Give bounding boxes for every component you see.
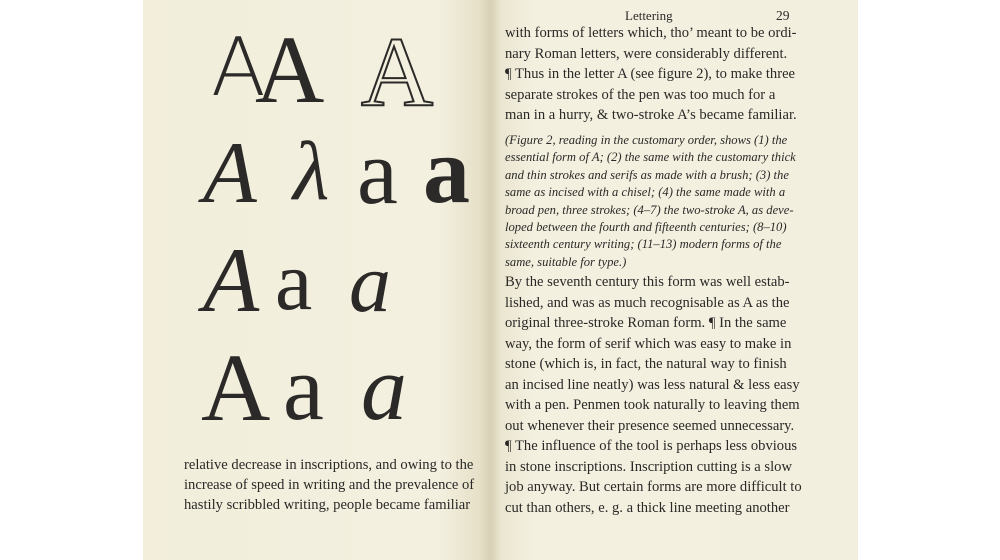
text-line: with forms of letters which, tho’ meant to be ordi- xyxy=(505,25,797,41)
letterform-6: a xyxy=(357,121,398,223)
text-line: (Figure 2, reading in the customary order, shows (1) the xyxy=(505,133,788,147)
letterform-13: a xyxy=(361,337,407,439)
letterform-9: a xyxy=(275,235,313,328)
left-page xyxy=(143,0,490,560)
page-header xyxy=(490,8,858,24)
left-page-text xyxy=(184,455,484,515)
figure-caption xyxy=(505,132,855,271)
text-line: man in a hurry, & two-stroke A’s became familiar. xyxy=(505,107,797,123)
running-head: Lettering xyxy=(625,8,673,23)
text-line: an incised line neatly) was less natural & less easy xyxy=(505,376,800,393)
text-line: in stone inscriptions. Inscription cutting is a slow xyxy=(505,458,792,475)
text-line: nary Roman letters, were considerably different. xyxy=(505,45,788,62)
text-line: same, suitable for type.) xyxy=(505,254,627,269)
page-number: 29 xyxy=(776,8,790,23)
text-line: hastily scribbled writing, people became familiar xyxy=(184,497,471,513)
paragraph-1 xyxy=(505,23,855,126)
text-line: and thin strokes and serifs as made with a brush; (3) the xyxy=(505,167,789,182)
letterform-5: λ xyxy=(293,125,330,218)
right-page xyxy=(490,0,858,560)
letterform-10: a xyxy=(349,237,391,330)
text-line: job anyway. But certain forms are more difficult to xyxy=(505,479,802,495)
letterform-4: A xyxy=(203,125,257,222)
text-line: with a pen. Penmen took naturally to leaving them xyxy=(505,397,800,413)
letterform-2: A xyxy=(255,16,325,123)
text-line: stone (which is, in fact, the natural way to finish xyxy=(505,356,787,372)
letterform-1: A xyxy=(211,21,266,114)
text-line: essential form of A; (2) the same with the customary thick xyxy=(505,150,796,165)
text-line: ¶ Thus in the letter A (see figure 2), to make three xyxy=(505,66,796,82)
letterform-7: a xyxy=(423,119,470,223)
letterform-8: A xyxy=(203,229,260,331)
letterform-12: a xyxy=(283,337,324,439)
text-line: same as incised with a chisel; (4) the same made with a xyxy=(505,185,786,200)
text-line: increase of speed in writing and the prevalence of xyxy=(184,477,475,493)
text-line: broad pen, three strokes; (4–7) the two-stroke A, as deve- xyxy=(505,202,794,217)
text-line: lished, and was as much recognisable as A as the xyxy=(505,294,790,311)
book-spread xyxy=(143,0,858,560)
text-line: separate strokes of the pen was too much for a xyxy=(505,86,776,103)
letterform-11: A xyxy=(201,334,271,441)
text-line: loped between the fourth and fifteenth centuries; (8–10) xyxy=(505,220,787,235)
text-line: out whenever their presence seemed unnecessary. xyxy=(505,417,795,434)
text-line: By the seventh century this form was well estab- xyxy=(505,274,790,290)
text-line: sixteenth century writing; (11–13) modern forms of the xyxy=(505,237,782,252)
text-line: ¶ The influence of the tool is perhaps less obvious xyxy=(505,438,798,454)
text-line: cut than others, e. g. a thick line meeting another xyxy=(505,499,790,516)
letterform-3: A xyxy=(361,16,434,127)
text-line: relative decrease in inscriptions, and owing to the xyxy=(184,457,474,473)
text-line: way, the form of serif which was easy to make in xyxy=(505,335,792,352)
text-line: original three-stroke Roman form. ¶ In the same xyxy=(505,315,787,331)
paragraph-3 xyxy=(505,272,855,518)
